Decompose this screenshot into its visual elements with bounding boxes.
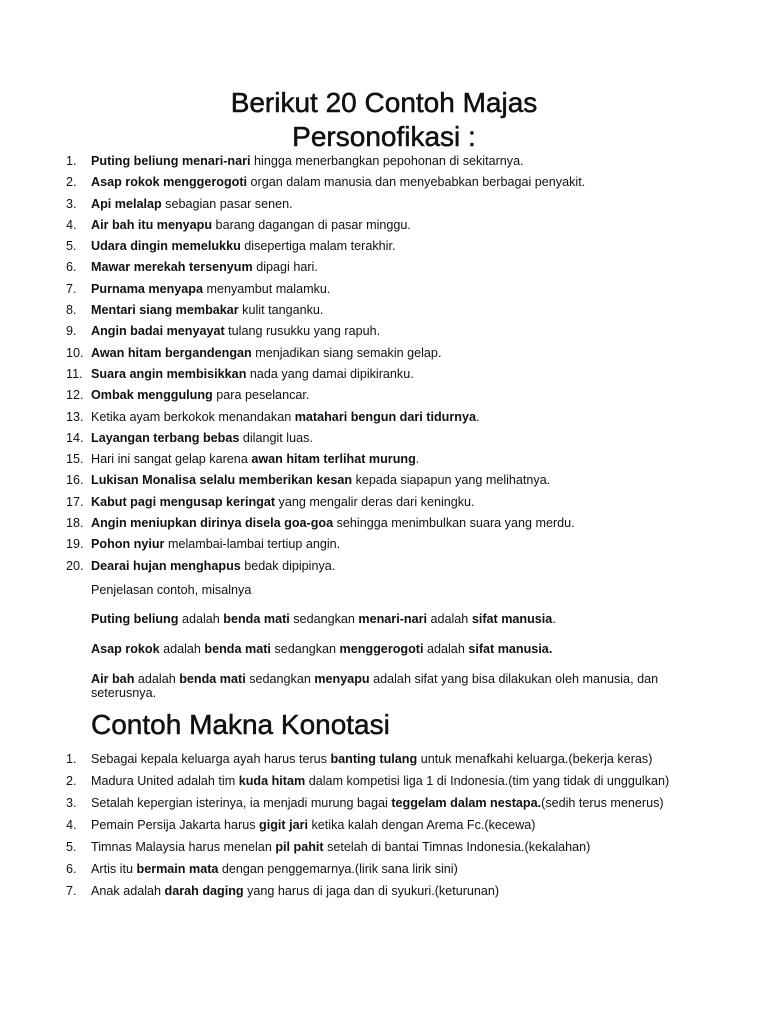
list-text — [91, 774, 686, 788]
text-run: dalam kompetisi liga 1 di Indonesia.(tim yang tidak di unggulkan) — [305, 774, 670, 788]
text-run: barang dagangan di pasar minggu. — [212, 217, 411, 232]
bold-phrase: Dearai hujan menghapus — [91, 558, 241, 573]
list-number: 20. — [66, 558, 84, 573]
list-number: 13. — [66, 409, 84, 424]
text-run: organ dalam manusia dan menyebabkan berbagai penyakit. — [247, 175, 586, 190]
explanation-2 — [91, 642, 691, 656]
list-number: 18. — [66, 516, 84, 531]
list-item — [66, 387, 746, 408]
bold-phrase: sifat manusia. — [468, 642, 553, 656]
text-run: Madura United adalah tim — [91, 774, 239, 788]
list-text — [91, 884, 686, 898]
text-run: adalah sifat yang bisa dilakukan oleh manusia, dan seterusnya. — [91, 672, 659, 700]
list-text — [91, 387, 746, 408]
list-text — [91, 196, 746, 217]
list-text — [91, 323, 746, 344]
list-item — [66, 558, 746, 579]
bold-phrase: Angin meniupkan dirinya disela goa-goa — [91, 516, 334, 531]
list-text — [91, 217, 746, 238]
explanation-3 — [91, 672, 691, 700]
text-run: sedangkan — [270, 642, 340, 656]
list-number: 16. — [66, 473, 84, 488]
list-item — [66, 451, 746, 472]
list-text — [91, 862, 686, 876]
text-run: Ketika ayam berkokok menandakan — [91, 409, 295, 424]
list-number: 7. — [66, 884, 77, 898]
bold-phrase: banting tulang — [330, 752, 418, 766]
bold-phrase: Asap rokok menggerogoti — [91, 175, 248, 190]
list-item — [66, 536, 746, 557]
text-run: bedak dipipinya. — [240, 558, 336, 573]
personification-list — [66, 153, 746, 579]
list-text — [91, 409, 746, 430]
list-number: 11. — [66, 366, 83, 381]
bold-phrase: Puting beliung — [91, 612, 179, 626]
bold-phrase: Kabut pagi mengusap keringat — [91, 494, 276, 509]
text-run: disepertiga malam terakhir. — [240, 239, 396, 254]
text-run: setelah di bantai Timnas Indonesia.(kekalahan) — [323, 840, 591, 854]
bold-phrase: Layangan terbang bebas — [91, 430, 240, 445]
bold-phrase: menggerogoti — [339, 642, 424, 656]
bold-phrase: Ombak menggulung — [91, 388, 213, 403]
section-title-konotasi: Contoh Makna Konotasi — [91, 709, 390, 740]
page-title — [0, 86, 768, 154]
bold-phrase: Purnama menyapa — [91, 281, 203, 296]
text-run: . — [415, 452, 420, 467]
text-run: yang harus di jaga dan di syukuri.(keturunan) — [243, 884, 500, 898]
text-run: tulang rusukku yang rapuh. — [224, 324, 381, 339]
list-text — [91, 451, 746, 472]
list-text — [91, 558, 746, 579]
bold-phrase: Angin badai menyayat — [91, 324, 225, 339]
bold-phrase: Udara dingin memelukku — [91, 239, 241, 254]
text-run: menjadikan siang semakin gelap. — [251, 345, 442, 360]
list-item — [66, 196, 746, 217]
bold-phrase: benda mati — [179, 672, 246, 686]
text-run: Anak adalah — [91, 884, 165, 898]
bold-phrase: Puting beliung menari-nari — [91, 154, 251, 168]
bold-phrase: benda mati — [223, 612, 290, 626]
list-number: 15. — [66, 452, 84, 467]
title-line-1: Berikut 20 Contoh Majas — [230, 87, 538, 118]
title-line-2: Personofikasi : — [292, 121, 476, 152]
list-item — [66, 238, 746, 259]
text-run: hingga menerbangkan pepohonan di sekitarnya. — [250, 154, 524, 168]
text-run: (sedih terus menerus) — [541, 796, 664, 810]
list-item — [66, 217, 746, 238]
text-run: kepada siapapun yang melihatnya. — [352, 473, 551, 488]
list-text — [91, 430, 746, 451]
bold-phrase: menari-nari — [358, 612, 427, 626]
text-run: dilangit luas. — [239, 430, 313, 445]
list-number: 3. — [66, 796, 77, 810]
bold-phrase: Lukisan Monalisa selalu memberikan kesan — [91, 473, 353, 488]
list-number: 1. — [66, 154, 77, 168]
list-item — [66, 174, 746, 195]
bold-phrase: kuda hitam — [238, 774, 306, 788]
list-item — [66, 430, 746, 451]
list-number: 3. — [66, 196, 77, 211]
list-text — [91, 366, 746, 387]
list-number: 5. — [66, 840, 77, 854]
text-run: sedangkan — [245, 672, 315, 686]
bold-phrase: Mawar merekah tersenyum — [91, 260, 253, 275]
list-number: 14. — [66, 430, 84, 445]
list-item — [66, 515, 746, 536]
bold-phrase: menyapu — [314, 672, 370, 686]
explanation-1 — [91, 612, 691, 626]
bold-phrase: Air bah itu menyapu — [91, 217, 213, 232]
list-item — [66, 752, 686, 766]
list-item — [66, 494, 746, 515]
text-run: nada yang damai dipikiranku. — [246, 366, 414, 381]
bold-phrase: Mentari siang membakar — [91, 303, 239, 318]
bold-phrase: Api melalap — [91, 196, 162, 211]
text-run: adalah — [134, 672, 180, 686]
text-run: para peselancar. — [212, 388, 310, 403]
text-run: sebagian pasar senen. — [161, 196, 293, 211]
list-number: 4. — [66, 818, 77, 832]
list-item — [66, 472, 746, 493]
list-number: 4. — [66, 217, 77, 232]
bold-phrase: teggelam dalam nestapa. — [391, 796, 542, 810]
list-item — [66, 818, 686, 832]
list-number: 10. — [66, 345, 84, 360]
text-run: Pemain Persija Jakarta harus — [91, 818, 259, 832]
list-item — [66, 366, 746, 387]
bold-phrase: matahari bengun dari tidurnya — [294, 409, 476, 424]
text-run: Sebagai kepala keluarga ayah harus terus — [91, 752, 331, 766]
list-item — [66, 796, 686, 810]
bold-phrase: pil pahit — [275, 840, 324, 854]
text-run: sehingga menimbulkan suara yang merdu. — [333, 516, 575, 531]
list-text — [91, 515, 746, 536]
text-run: adalah — [426, 612, 472, 626]
explanation-intro: Penjelasan contoh, misalnya — [91, 583, 252, 597]
list-item — [66, 409, 746, 430]
text-run: . — [552, 612, 556, 626]
list-item — [66, 862, 686, 876]
list-text — [91, 174, 746, 195]
list-text — [91, 238, 746, 259]
bold-phrase: Air bah — [91, 672, 135, 686]
list-number: 1. — [66, 752, 77, 766]
list-text — [91, 281, 746, 302]
text-run: untuk menafkahi keluarga.(bekerja keras) — [417, 752, 653, 766]
connotation-list — [66, 752, 686, 906]
bold-phrase: Awan hitam bergandengan — [91, 345, 252, 360]
list-item — [66, 153, 746, 174]
list-item — [66, 884, 686, 898]
text-run: adalah — [423, 642, 469, 656]
text-run: Timnas Malaysia harus menelan — [91, 840, 276, 854]
bold-phrase: gigit jari — [259, 818, 308, 832]
list-item — [66, 281, 746, 302]
text-run: adalah — [159, 642, 205, 656]
text-run: dipagi hari. — [252, 260, 318, 275]
bold-phrase: bermain mata — [136, 862, 219, 876]
bold-phrase: awan hitam terlihat murung — [251, 452, 416, 467]
text-run: Artis itu — [91, 862, 137, 876]
list-number: 12. — [66, 388, 84, 403]
text-run: adalah — [178, 612, 224, 626]
list-item — [66, 840, 686, 854]
list-number: 17. — [66, 494, 84, 509]
list-number: 2. — [66, 175, 77, 190]
text-run: dengan penggemarnya.(lirik sana lirik sini) — [218, 862, 458, 876]
bold-phrase: benda mati — [204, 642, 271, 656]
list-text — [91, 796, 686, 810]
list-number: 5. — [66, 239, 77, 254]
list-number: 2. — [66, 774, 77, 788]
text-run: Hari ini sangat gelap karena — [91, 452, 252, 467]
list-item — [66, 259, 746, 280]
list-text — [91, 302, 746, 323]
list-text — [91, 818, 686, 832]
list-number: 6. — [66, 260, 77, 275]
text-run: menyambut malamku. — [203, 281, 331, 296]
text-run: yang mengalir deras dari keningku. — [275, 494, 475, 509]
text-run: melambai-lambai tertiup angin. — [164, 537, 341, 552]
list-number: 9. — [66, 324, 77, 339]
list-number: 7. — [66, 281, 77, 296]
list-text — [91, 494, 746, 515]
list-item — [66, 774, 686, 788]
text-run: . — [475, 409, 480, 424]
list-text — [91, 536, 746, 557]
bold-phrase: Asap rokok — [91, 642, 160, 656]
list-text — [91, 153, 746, 174]
list-text — [91, 840, 686, 854]
list-number: 8. — [66, 303, 77, 318]
list-text — [91, 345, 746, 366]
list-item — [66, 323, 746, 344]
text-run: Setalah kepergian isterinya, ia menjadi murung bagai — [91, 796, 392, 810]
bold-phrase: Suara angin membisikkan — [91, 366, 247, 381]
bold-phrase: sifat manusia — [471, 612, 553, 626]
bold-phrase: Pohon nyiur — [91, 537, 165, 552]
list-item — [66, 345, 746, 366]
text-run: kulit tanganku. — [238, 303, 324, 318]
bold-phrase: darah daging — [164, 884, 244, 898]
text-run: ketika kalah dengan Arema Fc.(kecewa) — [307, 818, 536, 832]
list-text — [91, 259, 746, 280]
list-number: 6. — [66, 862, 77, 876]
list-text — [91, 472, 746, 493]
list-text — [91, 752, 686, 766]
list-item — [66, 302, 746, 323]
text-run: sedangkan — [289, 612, 359, 626]
list-number: 19. — [66, 537, 84, 552]
